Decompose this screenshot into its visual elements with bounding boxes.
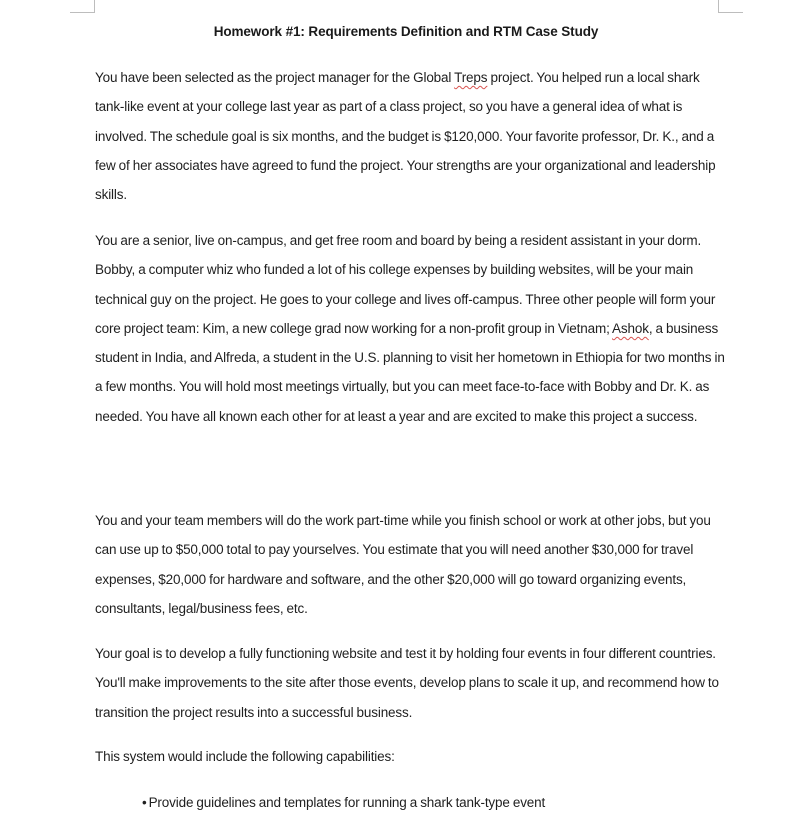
bullet-list-item (142, 788, 545, 817)
paragraph-capabilities-intro: This system would include the following capabilities: (95, 749, 395, 764)
paragraph-text: project. You helped run a local shark tank-like event at your college last year as part of a class project, so you have a general idea of what is involved. The schedule goal is six months, and the budget is $120,000. Your favorite professor, Dr. K., and a few of her associates have agreed to fund the project. Your strengths are your organizational and leadership skills. (95, 70, 716, 203)
paragraph-team (95, 226, 725, 431)
paragraph-text: , a business student in India, and Alfreda, a student in the U.S. planning to visit her hometown in Ethiopia for two months in a few months. You will hold most meetings virtually, but you can meet face-to-face with Bobby and Dr. K. as needed. You have all known each other for at least a year and are excited to make this project a success. (95, 320, 725, 424)
spelling-flagged-word[interactable]: Ashok (612, 320, 649, 336)
spelling-flagged-word[interactable]: Treps (454, 70, 488, 85)
paragraph-goal: Your goal is to develop a fully functioning website and test it by holding four events in four different countries. You'll make improvements to the site after those events, develop plans to scale it up, and recommend how to transition the project results into a successful business. (95, 646, 719, 720)
bullet-icon: • (142, 795, 147, 810)
paragraph-budget: You and your team members will do the work part-time while you finish school or work at other jobs, but you can use up to $50,000 total to pay yourselves. You estimate that you will need another $30,000 for travel expenses, $20,000 for hardware and software, and the other $20,000 will go toward organizing events, consultants, legal/business fees, etc. (95, 513, 711, 616)
page-corner-mark-right (718, 0, 743, 13)
paragraph-text: You have been selected as the project manager for the Global (95, 70, 455, 85)
bullet-text: Provide guidelines and templates for running a shark tank-type event (148, 795, 546, 810)
page-corner-mark-left (70, 0, 95, 13)
document-title: Homework #1: Requirements Definition and RTM Case Study (213, 24, 599, 39)
paragraph-intro (95, 63, 725, 209)
paragraph-text: You are a senior, live on-campus, and get free room and board by being a resident assistant in your dorm. Bobby, a computer whiz who funded a lot of his college expenses by building websites, will be your main technical guy on the project. He goes to your college and lives off-campus. Three other people will form your core project team: Kim, a new college grad now working for a non-profit group in Vietnam; (95, 233, 716, 336)
